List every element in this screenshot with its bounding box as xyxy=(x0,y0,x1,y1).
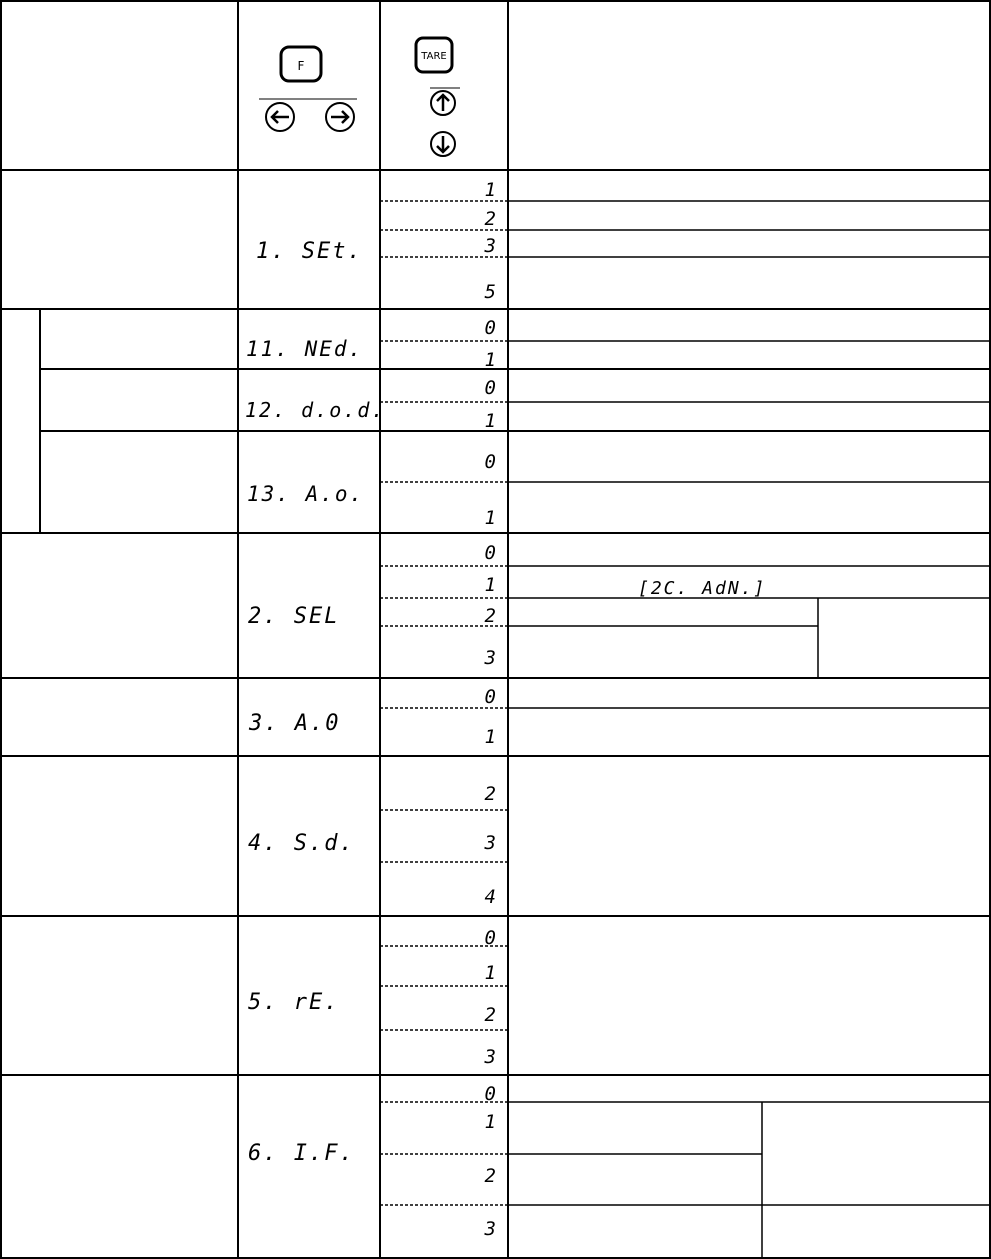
sel-note-display: [2C. AdN.] xyxy=(638,578,767,599)
arrow-up-key[interactable] xyxy=(431,91,455,115)
value: 3 xyxy=(484,1218,496,1240)
code-1-set: 1. SEt. xyxy=(256,239,363,264)
code-6-if: 6. I.F. xyxy=(248,1141,355,1166)
value: 3 xyxy=(484,1046,496,1068)
value: 0 xyxy=(484,1083,496,1105)
value: 1 xyxy=(484,410,496,432)
code-11-ned: 11. NEd. xyxy=(246,337,364,361)
code-2-sel: 2. SEL xyxy=(248,604,340,629)
code-3-a0: 3. A.0 xyxy=(249,711,341,736)
value: 3 xyxy=(484,647,496,669)
value: 1 xyxy=(484,574,496,596)
value: 3 xyxy=(484,235,496,257)
value: 1 xyxy=(484,507,496,529)
value: 0 xyxy=(484,317,496,339)
code-4-sd: 4. S.d. xyxy=(248,831,355,856)
arrow-right-key[interactable] xyxy=(326,103,354,131)
value: 0 xyxy=(484,377,496,399)
value: 2 xyxy=(484,1165,496,1187)
value: 3 xyxy=(484,832,496,854)
value: 5 xyxy=(484,281,496,303)
value: 4 xyxy=(484,886,496,908)
value: 2 xyxy=(484,605,496,627)
arrow-down-key[interactable] xyxy=(431,132,455,156)
f-key[interactable] xyxy=(281,47,321,81)
value: 2 xyxy=(484,783,496,805)
value: 1 xyxy=(484,726,496,748)
value: 2 xyxy=(484,208,496,230)
option-values xyxy=(484,179,496,1240)
value: 0 xyxy=(484,451,496,473)
value: 0 xyxy=(484,542,496,564)
value: 1 xyxy=(484,349,496,371)
code-5-re: 5. rE. xyxy=(248,990,340,1015)
tare-key-label: TARE xyxy=(421,51,447,62)
f-key-label: F xyxy=(297,59,305,73)
arrow-left-key[interactable] xyxy=(266,103,294,131)
value: 0 xyxy=(484,686,496,708)
value: 0 xyxy=(484,927,496,949)
value: 1 xyxy=(484,179,496,201)
value: 1 xyxy=(484,962,496,984)
section-codes xyxy=(245,239,385,1166)
value: 2 xyxy=(484,1004,496,1026)
code-12-dod: 12. d.o.d. xyxy=(245,398,386,422)
value: 1 xyxy=(484,1111,496,1133)
tare-key[interactable] xyxy=(416,38,452,72)
code-13-ao: 13. A.o. xyxy=(247,482,365,506)
nav-keys xyxy=(259,38,460,156)
